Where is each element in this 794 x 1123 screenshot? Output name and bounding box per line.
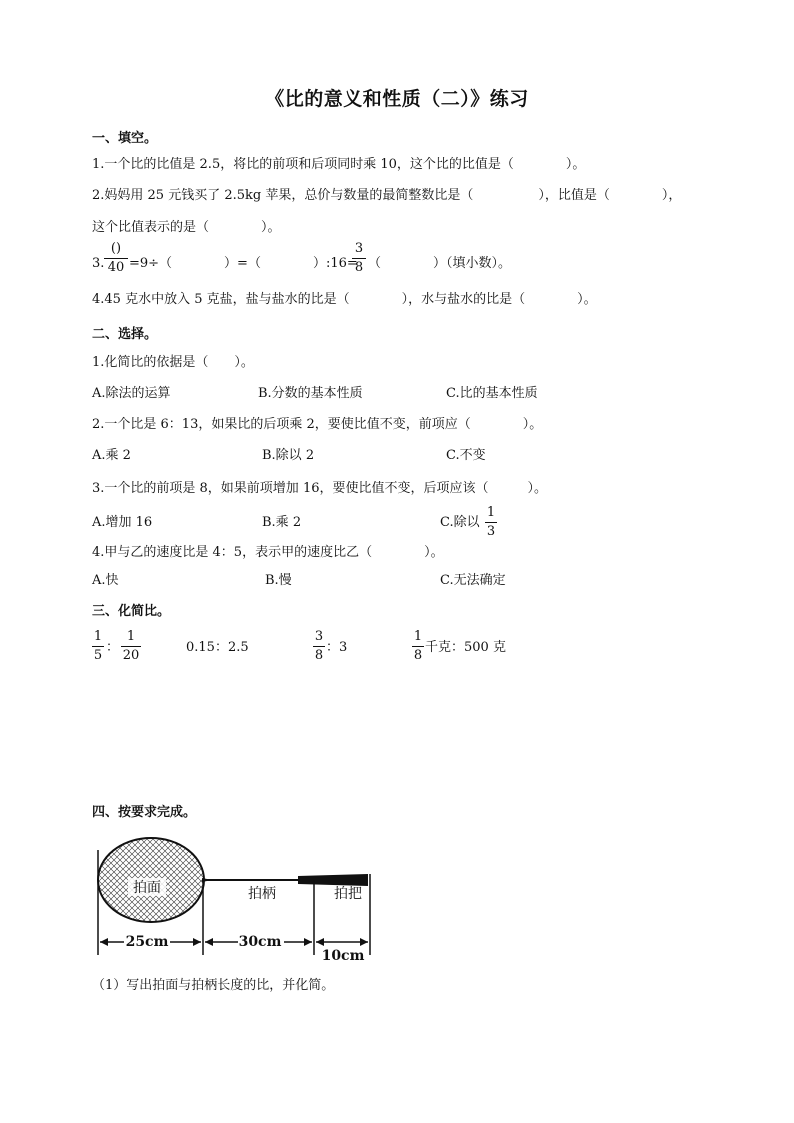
question-2-1: 1.化简比的依据是（ ）。 xyxy=(92,355,254,370)
fraction-denominator: 8 xyxy=(314,648,324,663)
fraction-numerator: () xyxy=(110,241,122,256)
racket-grip xyxy=(298,874,368,886)
ratio-item-2: 0.15：2.5 xyxy=(186,640,249,655)
question-2-2: 2.一个比是 6：13，如果比的后项乘 2，要使比值不变，前项应（ ）。 xyxy=(92,417,543,432)
option-2-4-a: A.快 xyxy=(92,573,119,588)
fraction-bar xyxy=(412,646,424,647)
question-2-3: 3.一个比的前项是 8，如果前项增加 16，要使比值不变，后项应该（ ）。 xyxy=(92,481,547,496)
badminton-racket-figure xyxy=(90,830,380,965)
fraction-denominator: 5 xyxy=(93,648,103,663)
fraction-bar xyxy=(352,258,366,259)
fraction-1-3 xyxy=(485,505,497,540)
question-2-4: 4.甲与乙的速度比是 4：5，表示甲的速度比乙（ ）。 xyxy=(92,545,444,560)
fraction-numerator: 1 xyxy=(413,629,423,644)
fraction-denominator: 8 xyxy=(413,648,423,663)
option-2-2-b: B.除以 2 xyxy=(262,448,315,463)
fraction-bar xyxy=(121,646,141,647)
option-2-1-a: A.除法的运算 xyxy=(92,386,171,401)
fraction-bar xyxy=(313,646,325,647)
question-4-1: （1）写出拍面与拍柄长度的比，并化简。 xyxy=(92,978,335,993)
fraction-3-8 xyxy=(352,241,366,276)
question-1-3-prefix: 3. xyxy=(92,256,105,271)
fraction-1-5 xyxy=(92,629,104,664)
dimension-30cm: 30cm xyxy=(238,934,282,950)
fraction-denominator: 20 xyxy=(122,648,140,663)
fraction-1-20 xyxy=(121,629,141,664)
fraction-denominator: 8 xyxy=(354,260,364,275)
fraction-numerator: 1 xyxy=(486,505,496,520)
fraction-blank-over-40 xyxy=(104,241,128,276)
question-1-1: 1.一个比的比值是 2.5，将比的前项和后项同时乘 10，这个比的比值是（ ）。 xyxy=(92,157,586,172)
fraction-numerator: 3 xyxy=(354,241,364,256)
dimension-25cm: 25cm xyxy=(125,934,169,950)
option-2-4-c: C.无法确定 xyxy=(440,573,506,588)
fraction-1-8 xyxy=(412,629,424,664)
question-1-2-line1: 2.妈妈用 25 元钱买了 2.5kg 苹果，总价与数量的最简整数比是（ ），比值是（ ）， xyxy=(92,188,682,203)
fraction-numerator: 3 xyxy=(314,629,324,644)
racket-grip-label: 拍把 xyxy=(334,886,362,902)
fraction-bar xyxy=(92,646,104,647)
section-4-heading: 四、按要求完成。 xyxy=(92,805,197,820)
fraction-denominator: 40 xyxy=(107,260,125,275)
option-2-3-c: C.除以 xyxy=(440,515,480,530)
option-2-3-b: B.乘 2 xyxy=(262,515,302,530)
option-2-1-c: C.比的基本性质 xyxy=(446,386,538,401)
fraction-bar xyxy=(485,522,497,523)
question-1-2-line2: 这个比值表示的是（ ）。 xyxy=(92,220,281,235)
dimension-10cm: 10cm xyxy=(321,948,365,964)
section-1-heading: 一、填空。 xyxy=(92,131,158,146)
page-title: 《比的意义和性质（二）》练习 xyxy=(265,88,529,110)
ratio-separator: ： xyxy=(106,640,120,655)
fraction-denominator: 3 xyxy=(486,524,496,539)
option-2-2-c: C.不变 xyxy=(446,448,486,463)
section-3-heading: 三、化简比。 xyxy=(92,604,171,619)
option-2-3-a: A.增加 16 xyxy=(92,515,153,530)
question-1-3-middle: =9÷（ ）=（ ）:16= xyxy=(129,256,358,271)
question-1-3-suffix: （ ）（填小数）。 xyxy=(368,256,512,271)
option-2-4-b: B.慢 xyxy=(265,573,292,588)
ratio-item-4-rest: 千克：500 克 xyxy=(425,640,506,655)
option-2-1-b: B.分数的基本性质 xyxy=(258,386,363,401)
option-2-2-a: A.乘 2 xyxy=(92,448,131,463)
ratio-item-3-rest: ：3 xyxy=(326,640,348,655)
fraction-numerator: 1 xyxy=(126,629,136,644)
fraction-numerator: 1 xyxy=(93,629,103,644)
section-2-heading: 二、选择。 xyxy=(92,327,158,342)
question-1-4: 4.45 克水中放入 5 克盐，盐与盐水的比是（ ），水与盐水的比是（ ）。 xyxy=(92,292,597,307)
fraction-3-8 xyxy=(313,629,325,664)
racket-head-label: 拍面 xyxy=(133,880,161,896)
fraction-bar xyxy=(104,258,128,259)
racket-handle-label: 拍柄 xyxy=(248,886,276,902)
